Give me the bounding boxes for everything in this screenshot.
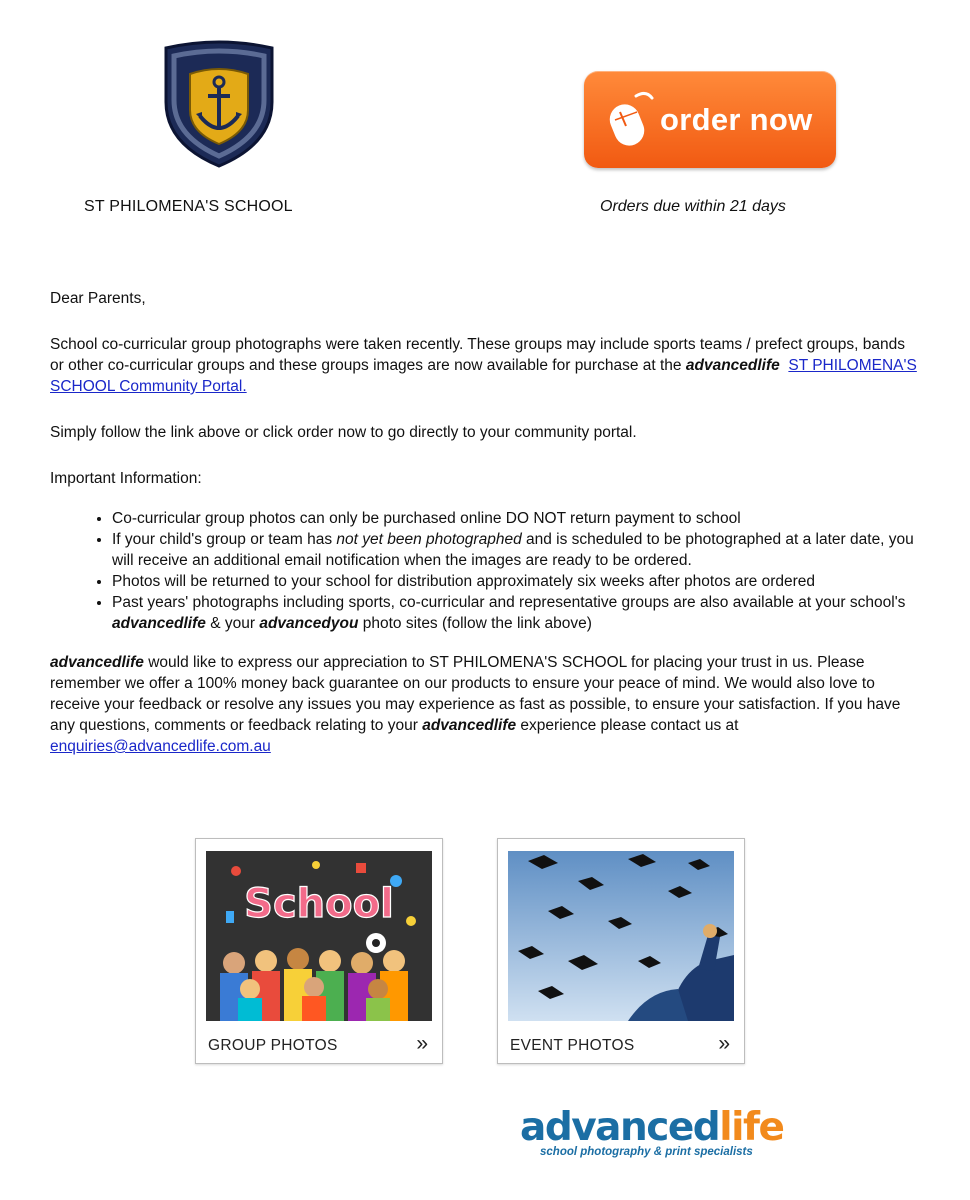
logo-tagline: school photography & print specialists xyxy=(540,1146,753,1158)
greeting: Dear Parents, xyxy=(50,290,146,307)
group-photos-caption: GROUP PHOTOS xyxy=(208,1037,338,1054)
closing-paragraph: advancedlife would like to express our appreciation to ST PHILOMENA'S SCHOOL for placing your trust in us. Please remember we offer a 100% money back guarantee on our products to ensure your peace of mind. We would also love to receive your feedback or resolve any issues you may experience as fast as possible, to ensure your satisfaction. If you have any questions, comments or feedback relating to your advancedlife experience please contact us at enquiries@advancedlife.com.au xyxy=(50,654,901,755)
list-item: • Past years' photographs including sports, co-curricular and representative groups are also available at your school's advancedlife & your advancedyou photo sites (follow the link above) xyxy=(112,592,922,634)
logo-word-advanced: advanced xyxy=(520,1105,720,1150)
mouse-icon xyxy=(606,90,656,150)
important-list xyxy=(50,508,922,634)
logo-word-life: life xyxy=(719,1105,784,1150)
follow-instruction: Simply follow the link above or click order now to go directly to your community portal. xyxy=(50,424,637,441)
order-now-button[interactable] xyxy=(584,71,836,168)
list-item: • Co-curricular group photos can only be purchased online DO NOT return payment to school xyxy=(112,508,922,529)
event-photos-caption: EVENT PHOTOS xyxy=(510,1037,635,1054)
letter-body xyxy=(50,288,922,782)
contact-email-link[interactable]: enquiries@advancedlife.com.au xyxy=(50,738,271,755)
brand-name: advancedlife xyxy=(685,357,780,374)
order-now-label: order now xyxy=(660,101,813,137)
orders-due-note: Orders due within 21 days xyxy=(600,198,786,215)
community-portal-link[interactable]: ST PHILOMENA'S SCHOOL Community Portal. xyxy=(50,357,917,395)
advancedlife-logo xyxy=(520,1105,840,1168)
chevron-right-icon: » xyxy=(718,1032,730,1055)
list-item: • Photos will be returned to your school for distribution approximately six weeks after photos are ordered xyxy=(112,571,922,592)
list-item: • If your child's group or team has not yet been photographed and is scheduled to be photographed at a later date, you will receive an additional email notification when the images are ready to be ordered. xyxy=(112,529,922,571)
school-chalk-text: School xyxy=(244,881,394,927)
event-photos-card[interactable] xyxy=(497,838,745,1064)
school-crest-logo xyxy=(160,40,278,170)
group-photos-card[interactable] xyxy=(195,838,443,1064)
school-name: ST PHILOMENA'S SCHOOL xyxy=(84,198,293,215)
group-photos-image xyxy=(206,851,432,1021)
important-heading: Important Information: xyxy=(50,470,202,487)
intro-paragraph: School co-curricular group photographs were taken recently. These groups may include sports teams / prefect groups, bands or other co-curricular groups and these groups images are now available for purchase at the advancedlife ST PHILOMENA'S SCHOOL Community Portal. xyxy=(50,336,917,395)
chevron-right-icon: » xyxy=(416,1032,428,1055)
event-photos-image xyxy=(508,851,734,1021)
